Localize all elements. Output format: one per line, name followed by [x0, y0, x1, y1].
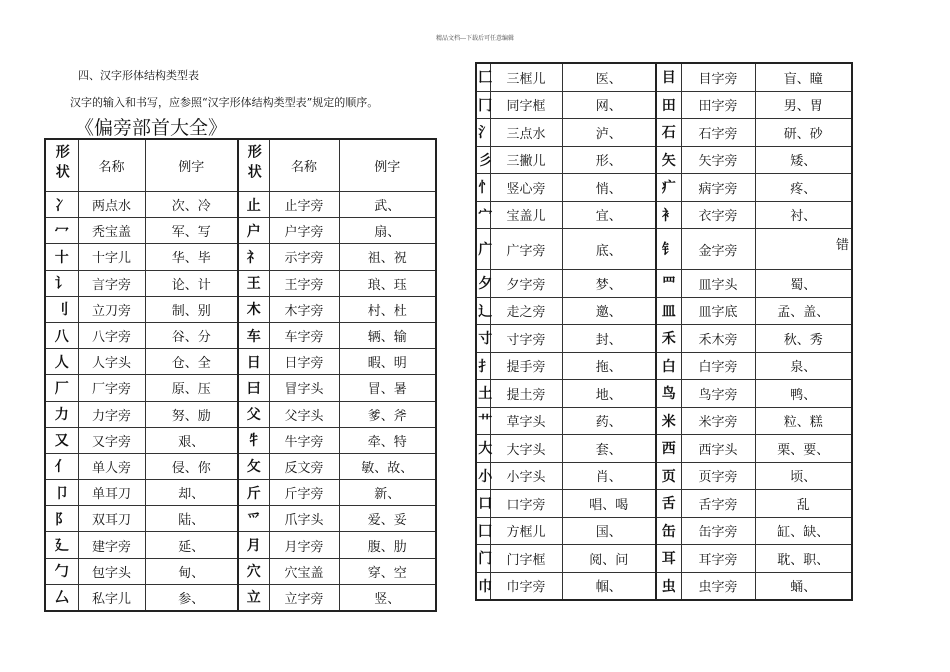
table-row — [45, 270, 436, 296]
radical-shape: 父 — [238, 401, 269, 427]
radical-name: 车字旁 — [269, 322, 339, 348]
radical-name: 宝盖儿 — [490, 201, 562, 229]
table-row — [476, 146, 852, 174]
radical-example: 论、计 — [145, 270, 238, 296]
radical-example: 竖、 — [339, 584, 436, 611]
radical-shape: 罒 — [656, 270, 681, 298]
table-row — [45, 427, 436, 453]
radical-example: 腹、肋 — [339, 532, 436, 558]
radical-example: 暇、明 — [339, 349, 436, 375]
radical-shape: 日 — [238, 349, 269, 375]
radical-example: 武、 — [339, 192, 436, 218]
radical-example: 泸、 — [562, 119, 656, 147]
radical-name: 冒字头 — [269, 375, 339, 401]
table-row — [476, 490, 852, 518]
radical-shape: 彡 — [476, 146, 490, 174]
header-name: 名称 — [269, 139, 339, 192]
radical-shape: 厂 — [45, 375, 78, 401]
radical-example: 医、 — [562, 63, 656, 91]
radical-name: 斤字旁 — [269, 480, 339, 506]
radical-shape: 田 — [656, 91, 681, 119]
radical-name: 两点水 — [78, 192, 145, 218]
radical-example: 邀、 — [562, 297, 656, 325]
radical-example: 孟、盖、 — [755, 297, 852, 325]
radical-table-right — [475, 62, 853, 601]
radical-name: 皿字底 — [681, 297, 755, 325]
radical-shape: 又 — [45, 427, 78, 453]
radical-example: 唱、喝 — [562, 490, 656, 518]
radical-example: 拖、 — [562, 352, 656, 380]
radical-shape: 户 — [238, 218, 269, 244]
radical-example: 辆、输 — [339, 322, 436, 348]
radical-example: 华、毕 — [145, 244, 238, 270]
radical-example: 底、 — [562, 229, 656, 270]
radical-shape: 阝 — [45, 506, 78, 532]
radical-shape: 耳 — [656, 545, 681, 573]
radical-shape: 广 — [476, 229, 490, 270]
radical-shape: 十 — [45, 244, 78, 270]
radical-name: 厂字旁 — [78, 375, 145, 401]
radical-example: 制、别 — [145, 296, 238, 322]
radical-name: 牛字旁 — [269, 427, 339, 453]
radical-example: 鸭、 — [755, 380, 852, 408]
table-row — [476, 380, 852, 408]
radical-example: 爱、妥 — [339, 506, 436, 532]
table-row — [45, 401, 436, 427]
radical-shape: 页 — [656, 462, 681, 490]
radical-example: 仓、全 — [145, 349, 238, 375]
table-row — [45, 349, 436, 375]
radical-shape: 王 — [238, 270, 269, 296]
table-row — [476, 517, 852, 545]
table-row — [476, 174, 852, 202]
radical-shape: 缶 — [656, 517, 681, 545]
radical-shape: 宀 — [476, 201, 490, 229]
radical-shape: 目 — [656, 63, 681, 91]
radical-name: 走之旁 — [490, 297, 562, 325]
radical-shape: 土 — [476, 380, 490, 408]
radical-name: 户字旁 — [269, 218, 339, 244]
radical-name: 秃宝盖 — [78, 218, 145, 244]
table-row — [45, 558, 436, 584]
stray-char: 错 — [836, 238, 850, 253]
header-note: 精品文档---下载后可任意编辑 — [435, 35, 515, 42]
radical-example: 祖、祝 — [339, 244, 436, 270]
radical-example: 甸、 — [145, 558, 238, 584]
radical-name: 示字旁 — [269, 244, 339, 270]
table-row — [45, 375, 436, 401]
radical-shape: 力 — [45, 401, 78, 427]
table-row — [476, 407, 852, 435]
radical-shape: 八 — [45, 322, 78, 348]
radical-shape: 钅 — [656, 229, 681, 270]
radical-name: 鸟字旁 — [681, 380, 755, 408]
radical-name: 爪字头 — [269, 506, 339, 532]
radical-name: 虫字旁 — [681, 572, 755, 600]
radical-shape: 冂 — [476, 91, 490, 119]
table-row — [476, 297, 852, 325]
radical-example: 延、 — [145, 532, 238, 558]
radical-example: 蛹、 — [755, 572, 852, 600]
radical-name: 月字旁 — [269, 532, 339, 558]
radical-shape: 斤 — [238, 480, 269, 506]
radical-name: 缶字旁 — [681, 517, 755, 545]
radical-name: 矢字旁 — [681, 146, 755, 174]
table-row — [476, 352, 852, 380]
radical-example: 原、压 — [145, 375, 238, 401]
radical-example: 衬、 — [755, 201, 852, 229]
table-row — [45, 192, 436, 218]
radical-example: 军、写 — [145, 218, 238, 244]
radical-name: 木字旁 — [269, 296, 339, 322]
header-example: 例字 — [145, 139, 238, 192]
radical-example: 栗、要、 — [755, 435, 852, 463]
radical-name: 包字头 — [78, 558, 145, 584]
radical-name: 言字旁 — [78, 270, 145, 296]
radical-name: 同字框 — [490, 91, 562, 119]
radical-example: 顷、 — [755, 462, 852, 490]
radical-example: 帼、 — [562, 572, 656, 600]
radical-example: 爹、斧 — [339, 401, 436, 427]
radical-name: 衣字旁 — [681, 201, 755, 229]
radical-name: 金字旁 — [681, 229, 755, 270]
radical-name: 三点水 — [490, 119, 562, 147]
radical-example: 琅、珏 — [339, 270, 436, 296]
radical-name: 三撇儿 — [490, 146, 562, 174]
radical-shape: 大 — [476, 435, 490, 463]
radical-example: 地、 — [562, 380, 656, 408]
radical-name: 巾字旁 — [490, 572, 562, 600]
radical-example: 乱 — [755, 490, 852, 518]
radical-example: 肖、 — [562, 462, 656, 490]
radical-name: 寸字旁 — [490, 325, 562, 353]
radical-name: 单人旁 — [78, 453, 145, 479]
radical-example: 艰、 — [145, 427, 238, 453]
radical-shape: 衤 — [656, 201, 681, 229]
radical-name: 日字旁 — [269, 349, 339, 375]
radical-example: 网、 — [562, 91, 656, 119]
radical-name: 石字旁 — [681, 119, 755, 147]
radical-example: 陆、 — [145, 506, 238, 532]
radical-shape: 扌 — [476, 352, 490, 380]
radical-shape: 匚 — [476, 63, 490, 91]
radical-shape: 穴 — [238, 558, 269, 584]
radical-name: 草字头 — [490, 407, 562, 435]
table-row — [476, 435, 852, 463]
radical-example: 穿、空 — [339, 558, 436, 584]
table-row — [45, 480, 436, 506]
radical-name: 止字旁 — [269, 192, 339, 218]
radical-name: 夕字旁 — [490, 270, 562, 298]
radical-name: 页字旁 — [681, 462, 755, 490]
radical-name: 目字旁 — [681, 63, 755, 91]
radical-shape: 曰 — [238, 375, 269, 401]
radical-example: 冒、暑 — [339, 375, 436, 401]
radical-shape: 刂 — [45, 296, 78, 322]
radical-name: 又字旁 — [78, 427, 145, 453]
radical-shape: 夕 — [476, 270, 490, 298]
radical-shape: 门 — [476, 545, 490, 573]
header-shape: 形状 — [45, 139, 78, 192]
radical-example: 形、 — [562, 146, 656, 174]
radical-shape: 白 — [656, 352, 681, 380]
radical-example: 谷、分 — [145, 322, 238, 348]
radical-name: 立字旁 — [269, 584, 339, 611]
radical-example: 研、砂 — [755, 119, 852, 147]
radical-shape: 冖 — [45, 218, 78, 244]
radical-example: 悄、 — [562, 174, 656, 202]
radical-example: 粒、糕 — [755, 407, 852, 435]
section-title: 四、汉字形体结构类型表 — [78, 69, 199, 82]
radical-name: 竖心旁 — [490, 174, 562, 202]
radical-example: 宜、 — [562, 201, 656, 229]
radical-shape: 厶 — [45, 584, 78, 611]
radical-shape: 卩 — [45, 480, 78, 506]
radical-name: 提土旁 — [490, 380, 562, 408]
radical-shape: 皿 — [656, 297, 681, 325]
radical-shape: 西 — [656, 435, 681, 463]
table-row — [45, 244, 436, 270]
radical-example: 套、 — [562, 435, 656, 463]
table-row — [476, 462, 852, 490]
radical-example: 耽、职、 — [755, 545, 852, 573]
radical-shape: 车 — [238, 322, 269, 348]
radical-example: 扇、 — [339, 218, 436, 244]
radical-name: 王字旁 — [269, 270, 339, 296]
table-row — [476, 572, 852, 600]
header-name: 名称 — [78, 139, 145, 192]
table-row — [476, 91, 852, 119]
radical-shape: 艹 — [476, 407, 490, 435]
radical-shape: 禾 — [656, 325, 681, 353]
radical-shape: 米 — [656, 407, 681, 435]
radical-example: 敏、故、 — [339, 453, 436, 479]
radical-example: 药、 — [562, 407, 656, 435]
radical-shape: 爫 — [238, 506, 269, 532]
radical-name: 耳字旁 — [681, 545, 755, 573]
radical-name: 西字头 — [681, 435, 755, 463]
table-row — [45, 296, 436, 322]
radical-shape: 人 — [45, 349, 78, 375]
radical-shape: 囗 — [476, 517, 490, 545]
radical-example: 疼、 — [755, 174, 852, 202]
radical-shape: 疒 — [656, 174, 681, 202]
radical-name: 反文旁 — [269, 453, 339, 479]
table-row — [45, 584, 436, 611]
radical-name: 双耳刀 — [78, 506, 145, 532]
radical-example: 新、 — [339, 480, 436, 506]
table-row — [45, 322, 436, 348]
radical-name: 力字旁 — [78, 401, 145, 427]
intro-text: 汉字的输入和书写，应参照“汉字形体结构类型表”规定的顺序。 — [70, 96, 379, 109]
radical-shape: 辶 — [476, 297, 490, 325]
radical-shape: 廴 — [45, 532, 78, 558]
radical-name: 大字头 — [490, 435, 562, 463]
radical-name: 建字旁 — [78, 532, 145, 558]
radical-shape: 矢 — [656, 146, 681, 174]
radical-example: 阅、问 — [562, 545, 656, 573]
table-row — [476, 119, 852, 147]
radical-example: 封、 — [562, 325, 656, 353]
table-row — [45, 218, 436, 244]
radical-shape: 勹 — [45, 558, 78, 584]
radical-name: 私字儿 — [78, 584, 145, 611]
header-shape: 形状 — [238, 139, 269, 192]
radical-name: 三框儿 — [490, 63, 562, 91]
radical-example: 泉、 — [755, 352, 852, 380]
radical-name: 禾木旁 — [681, 325, 755, 353]
radical-example: 村、杜 — [339, 296, 436, 322]
radical-shape: 舌 — [656, 490, 681, 518]
radical-name: 提手旁 — [490, 352, 562, 380]
radical-shape: 虫 — [656, 572, 681, 600]
radical-shape: 月 — [238, 532, 269, 558]
radical-name: 皿字头 — [681, 270, 755, 298]
radical-shape: 亻 — [45, 453, 78, 479]
radical-example: 次、冷 — [145, 192, 238, 218]
radical-name: 小字头 — [490, 462, 562, 490]
table-row — [476, 229, 852, 270]
page-title: 《偏旁部首大全》 — [75, 117, 228, 139]
radical-example: 牵、特 — [339, 427, 436, 453]
radical-example: 盲、瞳 — [755, 63, 852, 91]
radical-name: 田字旁 — [681, 91, 755, 119]
radical-shape: 鸟 — [656, 380, 681, 408]
radical-name: 单耳刀 — [78, 480, 145, 506]
radical-name: 白字旁 — [681, 352, 755, 380]
radical-shape: 小 — [476, 462, 490, 490]
table-row — [476, 63, 852, 91]
header-example: 例字 — [339, 139, 436, 192]
radical-name: 米字旁 — [681, 407, 755, 435]
radical-example: 国、 — [562, 517, 656, 545]
radical-example: 侵、你 — [145, 453, 238, 479]
radical-example: 蜀、 — [755, 270, 852, 298]
radical-shape: 巾 — [476, 572, 490, 600]
table-row — [45, 453, 436, 479]
radical-shape: 牜 — [238, 427, 269, 453]
table-row — [476, 270, 852, 298]
radical-shape: 立 — [238, 584, 269, 611]
table-row — [476, 545, 852, 573]
radical-shape: 冫 — [45, 192, 78, 218]
radical-shape: 忄 — [476, 174, 490, 202]
radical-example: 秋、秀 — [755, 325, 852, 353]
radical-name: 口字旁 — [490, 490, 562, 518]
radical-shape: 讠 — [45, 270, 78, 296]
radical-shape: 口 — [476, 490, 490, 518]
radical-example: 矮、 — [755, 146, 852, 174]
radical-example: 参、 — [145, 584, 238, 611]
radical-shape: 礻 — [238, 244, 269, 270]
table-row — [45, 506, 436, 532]
radical-name: 立刀旁 — [78, 296, 145, 322]
radical-name: 穴宝盖 — [269, 558, 339, 584]
radical-shape: 氵 — [476, 119, 490, 147]
radical-shape: 石 — [656, 119, 681, 147]
radical-name: 广字旁 — [490, 229, 562, 270]
radical-name: 病字旁 — [681, 174, 755, 202]
radical-name: 父字头 — [269, 401, 339, 427]
radical-shape: 止 — [238, 192, 269, 218]
table-header-row — [45, 139, 436, 192]
radical-name: 八字旁 — [78, 322, 145, 348]
radical-name: 舌字旁 — [681, 490, 755, 518]
table-row — [476, 325, 852, 353]
radical-shape: 木 — [238, 296, 269, 322]
radical-example: 梦、 — [562, 270, 656, 298]
radical-shape: 攵 — [238, 453, 269, 479]
radical-name: 人字头 — [78, 349, 145, 375]
radical-name: 方框儿 — [490, 517, 562, 545]
radical-table-left — [44, 138, 437, 612]
table-row — [45, 532, 436, 558]
radical-example: 却、 — [145, 480, 238, 506]
radical-example: 男、胃 — [755, 91, 852, 119]
radical-shape: 寸 — [476, 325, 490, 353]
radical-name: 门字框 — [490, 545, 562, 573]
radical-example: 努、励 — [145, 401, 238, 427]
radical-name: 十字儿 — [78, 244, 145, 270]
radical-example: 缸、缺、 — [755, 517, 852, 545]
table-row — [476, 201, 852, 229]
